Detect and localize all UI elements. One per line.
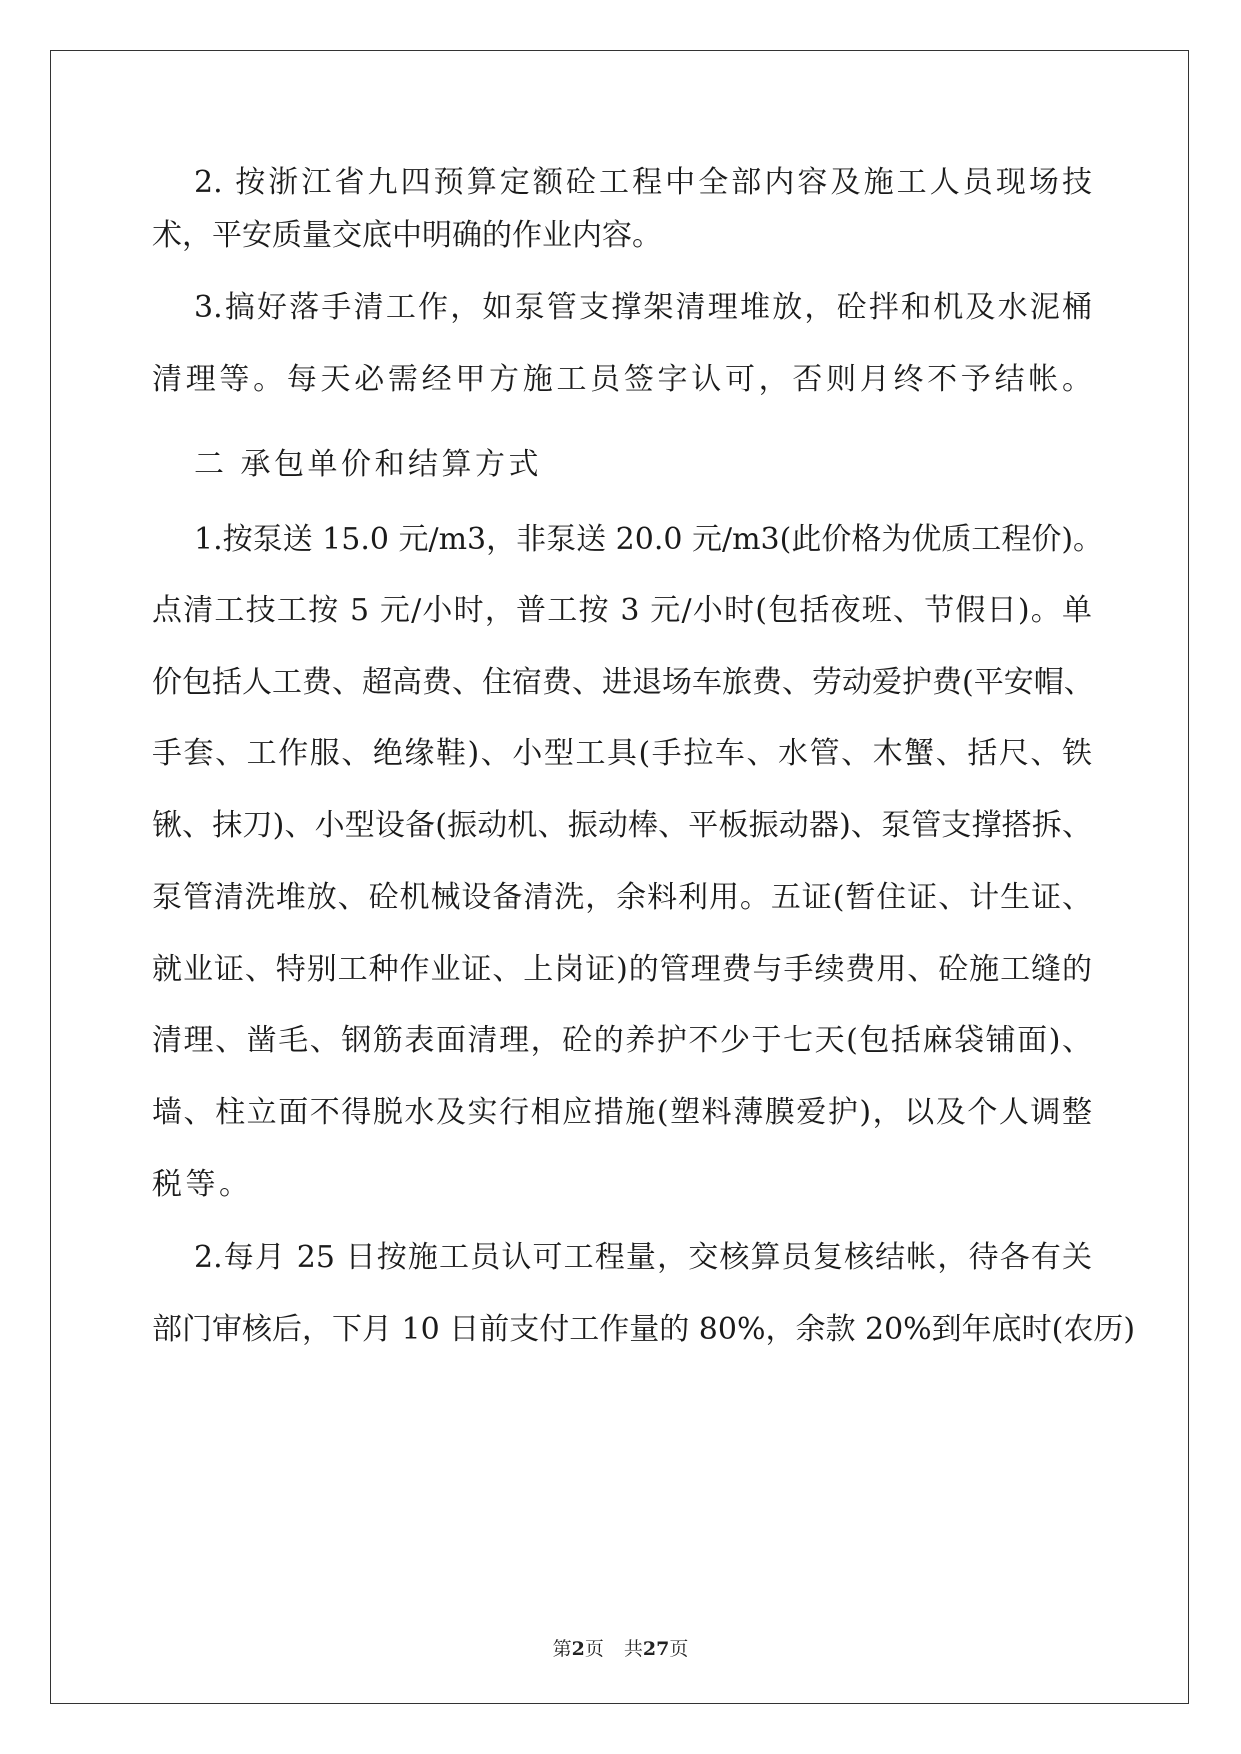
page-footer: [0, 1634, 1241, 1661]
total-prefix: 共: [623, 1638, 643, 1660]
text-line-3: 3.搞好落手清工作，如泵管支撑架清理堆放，砼拌和机及水泥桶: [194, 290, 1092, 325]
total-suffix: 页: [669, 1638, 689, 1660]
text-line-2: 术，平安质量交底中明确的作业内容。: [152, 218, 662, 253]
page-suffix: 页: [584, 1638, 604, 1660]
text-line-11: 泵管清洗堆放、砼机械设备清洗，余料利用。五证(暂住证、计生证、: [152, 880, 1092, 915]
text-line-10: 锹、抹刀)、小型设备(振动机、振动棒、平板振动器)、泵管支撑搭拆、: [152, 808, 1092, 843]
page-number: 2: [571, 1638, 585, 1660]
section-heading: 二 承包单价和结算方式: [194, 447, 543, 482]
page-prefix: 第: [552, 1638, 572, 1660]
total-pages: 27: [642, 1638, 670, 1660]
text-line-15: 税等。: [152, 1167, 253, 1202]
text-line-8: 价包括人工费、超高费、住宿费、进退场车旅费、劳动爱护费(平安帽、: [152, 665, 1094, 700]
text-line-16: 2.每月 25 日按施工员认可工程量，交核算员复核结帐，待各有关: [194, 1240, 1092, 1275]
text-line-17: 部门审核后，下月 10 日前支付工作量的 80%，余款 20%到年底时(农历): [152, 1312, 1136, 1347]
text-line-14: 墙、柱立面不得脱水及实行相应措施(塑料薄膜爱护)，以及个人调整: [152, 1095, 1092, 1130]
text-line-13: 清理、凿毛、钢筋表面清理，砼的养护不少于七天(包括麻袋铺面)、: [152, 1023, 1092, 1058]
text-line-9: 手套、工作服、绝缘鞋)、小型工具(手拉车、水管、木蟹、括尺、铁: [152, 736, 1092, 771]
text-line-12: 就业证、特别工种作业证、上岗证)的管理费与手续费用、砼施工缝的: [152, 952, 1092, 987]
text-line-4: 清理等。每天必需经甲方施工员签字认可，否则月终不予结帐。: [152, 362, 1092, 397]
text-line-1: 2. 按浙江省九四预算定额砼工程中全部内容及施工人员现场技: [194, 165, 1092, 200]
text-line-6: 1.按泵送 15.0 元/m3，非泵送 20.0 元/m3(此价格为优质工程价)。: [194, 522, 1104, 557]
text-line-7: 点清工技工按 5 元/小时，普工按 3 元/小时(包括夜班、节假日)。单: [152, 593, 1092, 628]
